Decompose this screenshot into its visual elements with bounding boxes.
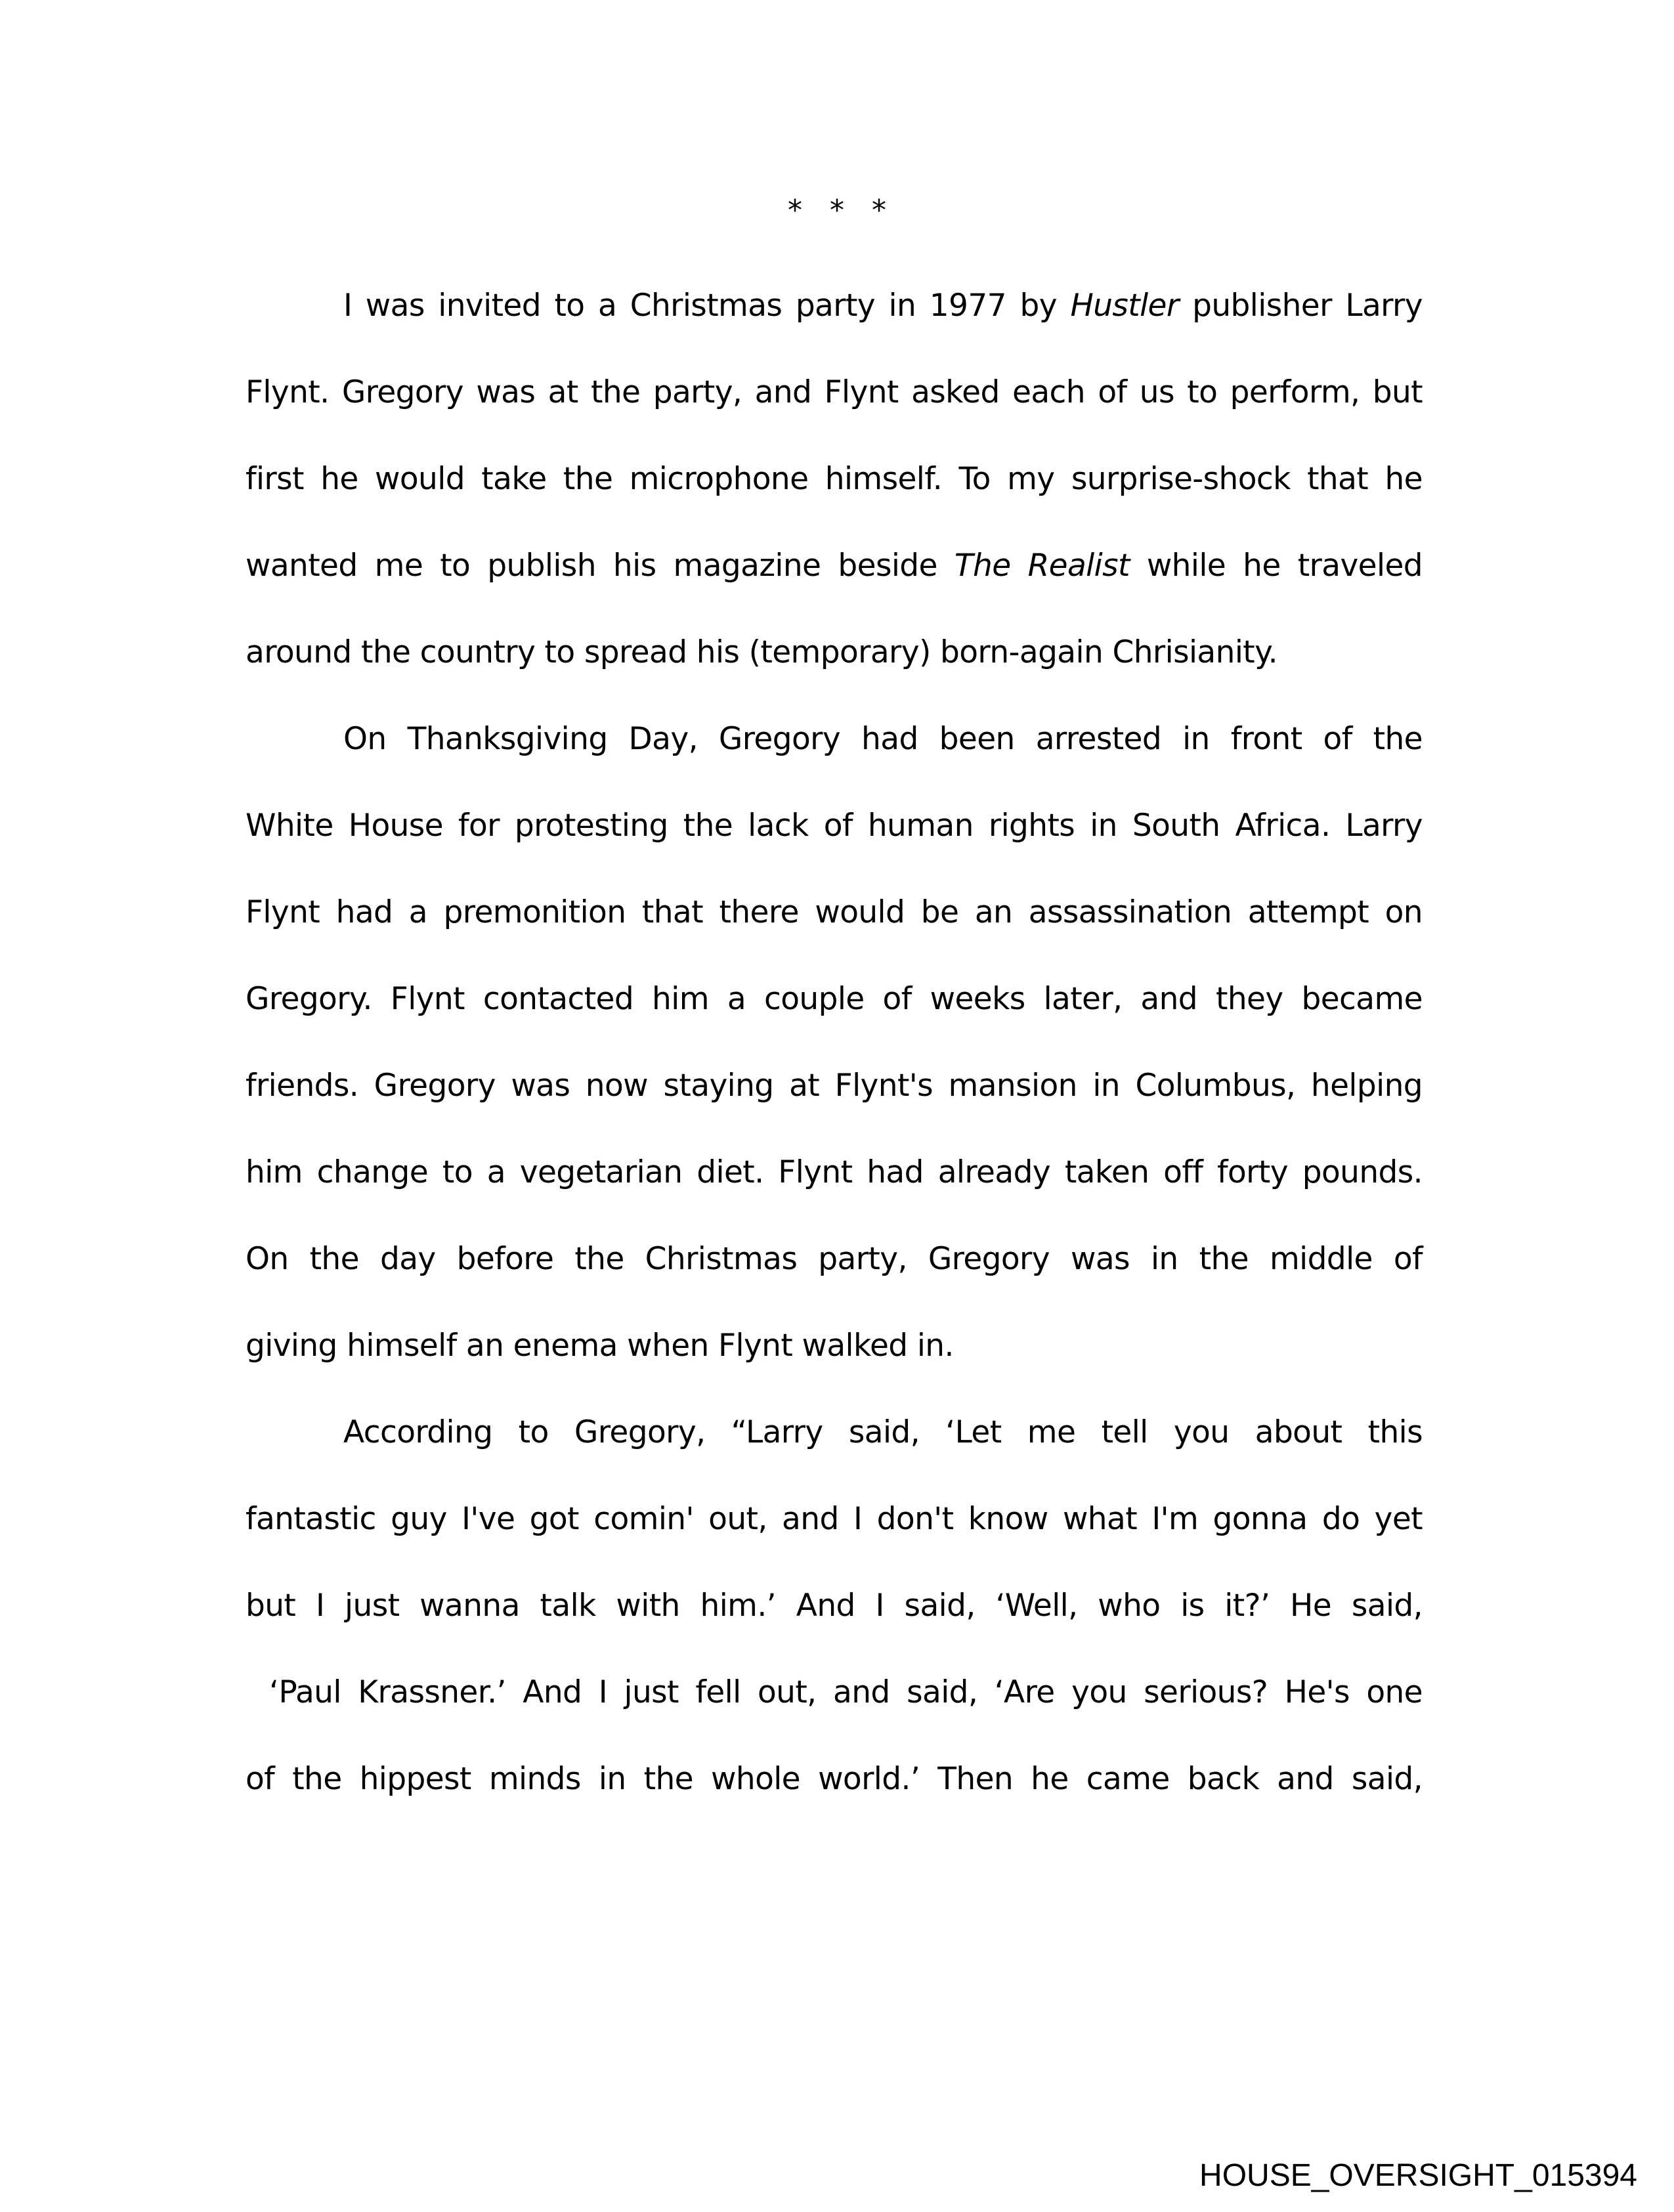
text-line bbox=[246, 1581, 1423, 1668]
line-text: around the country to spread his (temporary) born-again Chrisianity. bbox=[246, 634, 1277, 670]
text-line bbox=[246, 1148, 1423, 1234]
line-text: On the day before the Christmas party, Gregory was in the middle of bbox=[246, 1241, 1423, 1277]
paragraph bbox=[246, 281, 1423, 714]
section-separator: * * * bbox=[788, 194, 886, 227]
text-line bbox=[246, 1494, 1423, 1581]
text-line bbox=[246, 1408, 1423, 1494]
body-text bbox=[246, 281, 1423, 1841]
line-text: Gregory. Flynt contacted him a couple of weeks later, and they became bbox=[246, 981, 1423, 1017]
line-text: of the hippest minds in the whole world.’ Then he came back and said, bbox=[246, 1761, 1423, 1797]
text-line bbox=[246, 1321, 1423, 1408]
line-text: White House for protesting the lack of human rights in South Africa. Larry bbox=[246, 808, 1423, 844]
text-line bbox=[246, 628, 1423, 714]
paragraph bbox=[246, 1408, 1423, 1841]
line-text: According to Gregory, “Larry said, ‘Let me tell you about this bbox=[343, 1414, 1423, 1450]
text-line bbox=[246, 801, 1423, 888]
line-text: I was invited to a Christmas party in 1977 by bbox=[343, 288, 1071, 324]
text-line bbox=[246, 454, 1423, 541]
italic-title-text: Hustler bbox=[1070, 288, 1179, 324]
line-text: fantastic guy I've got comin' out, and I don't know what I'm gonna do yet bbox=[246, 1501, 1423, 1537]
line-text: first he would take the microphone himself. To my surprise-shock that he bbox=[246, 461, 1423, 497]
text-line bbox=[246, 541, 1423, 628]
line-text: wanted me to publish his magazine beside bbox=[246, 548, 955, 584]
line-text: publisher Larry bbox=[1178, 288, 1423, 324]
line-text: ‘Paul Krassner.’ And I just fell out, and said, ‘Are you serious? He's one bbox=[269, 1674, 1423, 1710]
text-line bbox=[246, 888, 1423, 974]
text-line bbox=[246, 1668, 1423, 1754]
text-line bbox=[246, 1061, 1423, 1148]
text-line bbox=[246, 281, 1423, 368]
line-text: friends. Gregory was now staying at Flynt's mansion in Columbus, helping bbox=[246, 1068, 1423, 1104]
text-line bbox=[246, 974, 1423, 1061]
line-text: giving himself an enema when Flynt walked in. bbox=[246, 1328, 954, 1364]
text-line bbox=[246, 1234, 1423, 1321]
text-line bbox=[246, 1754, 1423, 1841]
text-line bbox=[246, 368, 1423, 454]
line-text: Flynt. Gregory was at the party, and Flynt asked each of us to perform, but bbox=[246, 374, 1423, 410]
paragraph bbox=[246, 714, 1423, 1408]
text-line bbox=[246, 714, 1423, 801]
line-text: while he traveled bbox=[1129, 548, 1423, 584]
line-text: but I just wanna talk with him.’ And I said, ‘Well, who is it?’ He said, bbox=[246, 1588, 1423, 1624]
bates-number: HOUSE_OVERSIGHT_015394 bbox=[1199, 2158, 1637, 2193]
line-text: him change to a vegetarian diet. Flynt had already taken off forty pounds. bbox=[246, 1154, 1423, 1190]
italic-title-text: The Realist bbox=[954, 548, 1130, 584]
line-text: Flynt had a premonition that there would be an assassination attempt on bbox=[246, 894, 1423, 930]
line-text: On Thanksgiving Day, Gregory had been arrested in front of the bbox=[343, 721, 1423, 757]
